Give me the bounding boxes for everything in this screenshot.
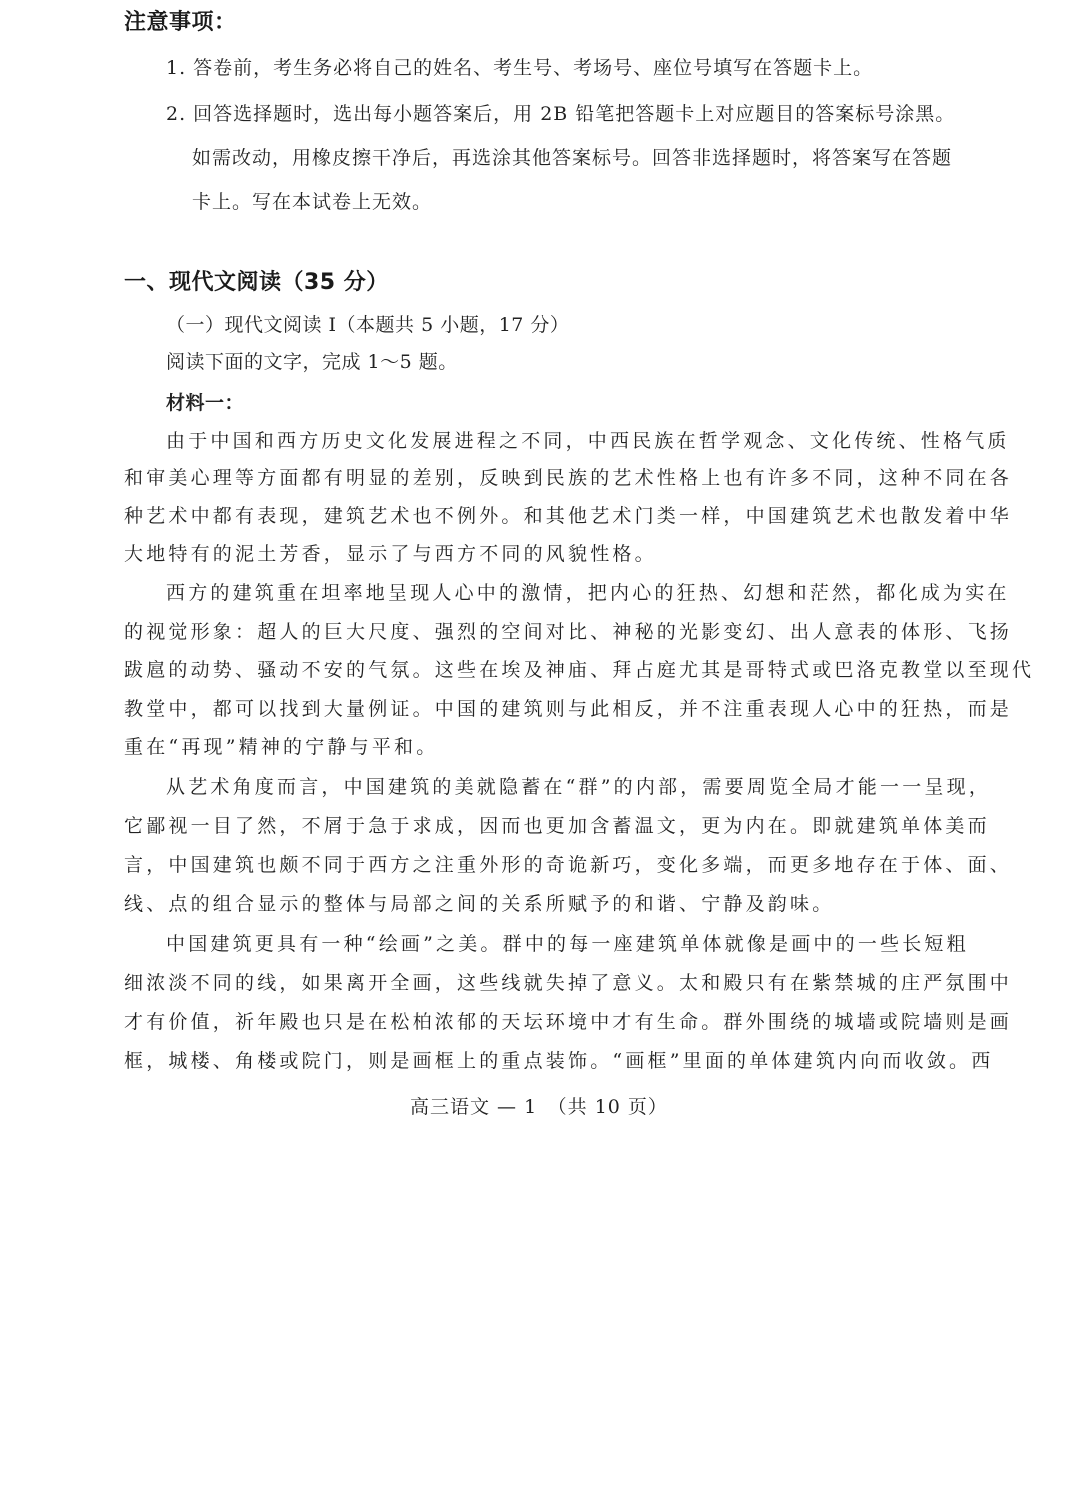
instruction-text: 阅读下面的文字，完成 1～5 题。 [166, 351, 458, 373]
passage-line: 才有价值，祈年殿也只是在松柏浓郁的天坛环境中才有生命。群外围绕的城墙或院墙则是画 [124, 1011, 1013, 1033]
section-title: 一、现代文阅读（35 分） [124, 270, 389, 295]
notice-item-2-cont-1: 如需改动，用橡皮擦干净后，再选涂其他答案标号。回答非选择题时，将答案写在答题 [192, 147, 953, 169]
passage-line: 由于中国和西方历史文化发展进程之不同，中西民族在哲学观念、文化传统、性格气质 [166, 430, 1010, 452]
passage-line: 中国建筑更具有一种“绘画”之美。群中的每一座建筑单体就像是画中的一些长短粗 [166, 933, 969, 955]
notice-item-2-cont-2: 卡上。写在本试卷上无效。 [192, 191, 433, 213]
passage-line: 它鄙视一目了然，不屑于急于求成，因而也更加含蓄温文，更为内在。即就建筑单体美而 [124, 815, 990, 837]
passage-line: 和审美心理等方面都有明显的差别，反映到民族的艺术性格上也有许多不同，这种不同在各 [124, 467, 1013, 489]
passage-line: 的视觉形象：超人的巨大尺度、强烈的空间对比、神秘的光影变幻、出人意表的体形、飞扬 [124, 621, 1013, 643]
passage-line: 从艺术角度而言，中国建筑的美就隐蓄在“群”的内部，需要周览全局才能一一呈现， [166, 776, 992, 798]
page-footer: 高三语文 — 1 （共 10 页） [410, 1096, 668, 1118]
passage-line: 大地特有的泥土芳香，显示了与西方不同的风貌性格。 [124, 543, 657, 565]
passage-line: 细浓淡不同的线，如果离开全画，这些线就失掉了意义。太和殿只有在紫禁城的庄严氛围中 [124, 972, 1013, 994]
passage-line: 种艺术中都有表现，建筑艺术也不例外。和其他艺术门类一样，中国建筑艺术也散发着中华 [124, 505, 1013, 527]
notice-item-2: 2. 回答选择题时，选出每小题答案后，用 2B 铅笔把答题卡上对应题目的答案标号涂黑。 [166, 103, 956, 125]
notice-item-1: 1. 答卷前，考生务必将自己的姓名、考生号、考场号、座位号填写在答题卡上。 [166, 57, 874, 79]
passage-line: 重在“再现”精神的宁静与平和。 [124, 736, 439, 758]
passage-line: 西方的建筑重在坦率地呈现人心中的激情，把内心的狂热、幻想和茫然，都化成为实在 [166, 582, 1010, 604]
notice-title: 注意事项： [124, 10, 237, 35]
passage-line: 言，中国建筑也颇不同于西方之注重外形的奇诡新巧，变化多端，而更多地存在于体、面、 [124, 854, 1013, 876]
passage-line: 教堂中，都可以找到大量例证。中国的建筑则与此相反，并不注重表现人心中的狂热，而是 [124, 698, 1013, 720]
material-label: 材料一： [166, 392, 245, 414]
subsection-title: （一）现代文阅读 Ⅰ（本题共 5 小题，17 分） [166, 314, 570, 336]
passage-line: 跋扈的动势、骚动不安的气氛。这些在埃及神庙、拜占庭尤其是哥特式或巴洛克教堂以至现代 [124, 659, 1035, 681]
passage-line: 框，城楼、角楼或院门，则是画框上的重点装饰。“画框”里面的单体建筑内向而收敛。西 [124, 1050, 994, 1072]
passage-line: 线、点的组合显示的整体与局部之间的关系所赋予的和谐、宁静及韵味。 [124, 893, 835, 915]
